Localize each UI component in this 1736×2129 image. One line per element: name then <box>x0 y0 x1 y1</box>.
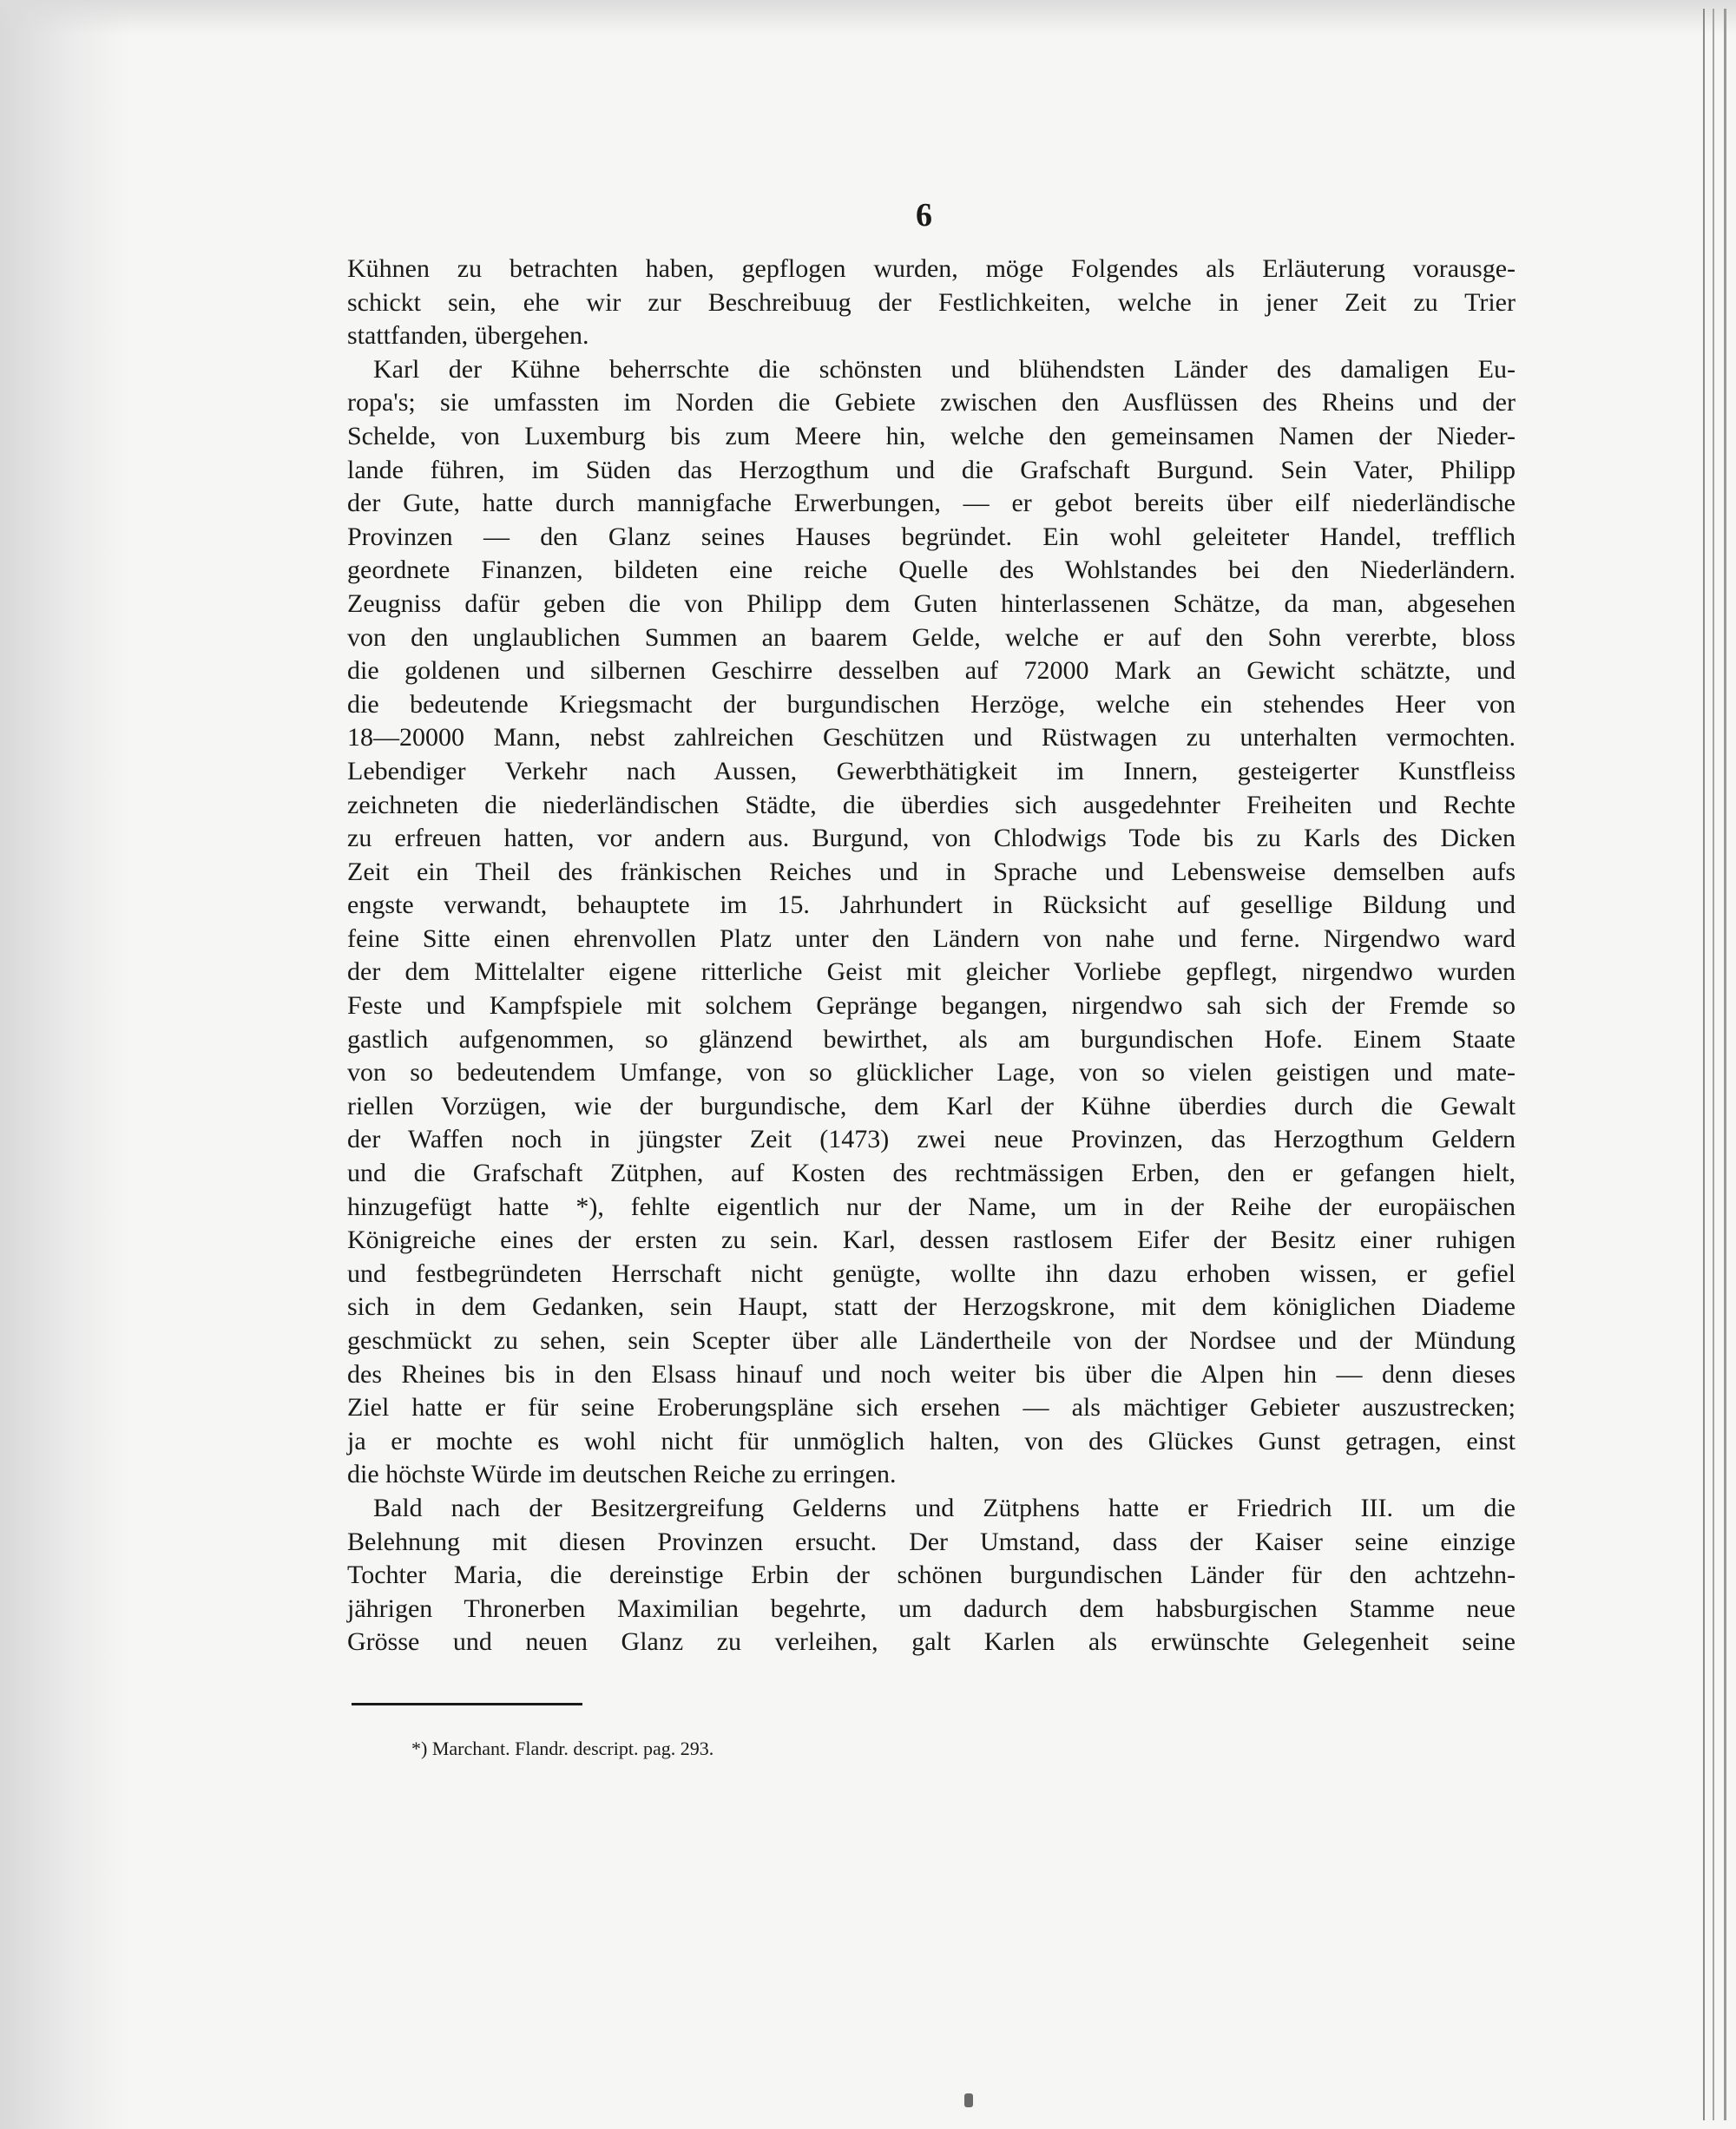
text-line: ja er mochte es wohl nicht für unmöglich halten, von des Glückes Gunst getragen, einst <box>347 1426 1516 1455</box>
page-shadow-top <box>0 0 1736 35</box>
text-line: Lebendiger Verkehr nach Aussen, Gewerbthätigkeit im Innern, gesteigerter Kunstfleiss <box>347 756 1516 785</box>
text-line: und festbegründeten Herrschaft nicht genügte, wollte ihn dazu erhoben wissen, er gefiel <box>347 1258 1516 1288</box>
text-line: ropa's; sie umfassten im Norden die Gebiete zwischen den Ausflüssen des Rheins und der <box>347 388 1516 417</box>
text-line: Karl der Kühne beherrschte die schönsten und blühendsten Länder des damaligen Eu- <box>373 354 1516 384</box>
text-line: zeichneten die niederländischen Städte, die überdies sich ausgedehnter Freiheiten und Rechte <box>347 790 1516 819</box>
text-line: gastlich aufgenommen, so glänzend bewirthet, als am burgundischen Hofe. Einem Staate <box>347 1024 1516 1054</box>
text-line: der Gute, hatte durch mannigfache Erwerbungen, — er gebot bereits über eilf niederländische <box>347 489 1516 518</box>
text-line: Bald nach der Besitzergreifung Gelderns und Zütphens hatte er Friedrich III. um die <box>373 1493 1516 1522</box>
page-edge-line <box>1713 9 1714 2120</box>
text-line: geschmückt zu sehen, sein Scepter über alle Ländertheile von der Nordsee und der Mündung <box>347 1326 1516 1355</box>
text-line: lande führen, im Süden das Herzogthum und die Grafschaft Burgund. Sein Vater, Philipp <box>347 455 1516 484</box>
text-line: Zeugniss dafür geben die von Philipp dem Guten hinterlassenen Schätze, da man, abgesehen <box>347 588 1516 618</box>
text-line: Königreiche eines der ersten zu sein. Karl, dessen rastlosem Eifer der Besitz einer ruhigen <box>347 1225 1516 1255</box>
page-edge-line <box>1703 9 1705 2120</box>
body-text <box>347 253 1516 1659</box>
text-line: des Rheines bis in den Elsass hinauf und noch weiter bis über die Alpen hin — denn dieses <box>347 1359 1516 1389</box>
text-line: Belehnung mit diesen Provinzen ersucht. Der Umstand, dass der Kaiser seine einzige <box>347 1527 1516 1556</box>
text-line: sich in dem Gedanken, sein Haupt, statt der Herzogskrone, mit dem königlichen Diademe <box>347 1292 1516 1322</box>
text-line: Feste und Kampfspiele mit solchem Gepränge begangen, nirgendwo sah sich der Fremde so <box>347 991 1516 1021</box>
footnote: *) Marchant. Flandr. descript. pag. 293. <box>411 1738 714 1759</box>
text-line: stattfanden, übergehen. <box>347 321 589 351</box>
text-line: von den unglaublichen Summen an baarem Gelde, welche er auf den Sohn vererbte, bloss <box>347 622 1516 652</box>
text-line: engste verwandt, behauptete im 15. Jahrhundert in Rücksicht auf gesellige Bildung und <box>347 890 1516 920</box>
text-line: zu erfreuen hatten, vor andern aus. Burgund, von Chlodwigs Tode bis zu Karls des Dicken <box>347 824 1516 853</box>
ink-mark <box>964 2093 973 2107</box>
text-line: Zeit ein Theil des fränkischen Reiches und in Sprache und Lebensweise demselben aufs <box>347 857 1516 886</box>
text-line: Schelde, von Luxemburg bis zum Meere hin, welche den gemeinsamen Namen der Nieder- <box>347 421 1516 450</box>
footnote-rule <box>352 1703 582 1705</box>
text-line: der dem Mittelalter eigene ritterliche Geist mit gleicher Vorliebe gepflegt, nirgendwo wurden <box>347 957 1516 987</box>
text-line: riellen Vorzügen, wie der burgundische, dem Karl der Kühne überdies durch die Gewalt <box>347 1091 1516 1120</box>
text-line: Provinzen — den Glanz seines Hauses begründet. Ein wohl geleiteter Handel, trefflich <box>347 522 1516 551</box>
text-line: der Waffen noch in jüngster Zeit (1473) zwei neue Provinzen, das Herzogthum Geldern <box>347 1125 1516 1154</box>
text-line: und die Grafschaft Zütphen, auf Kosten des rechtmässigen Erben, den er gefangen hielt, <box>347 1159 1516 1188</box>
text-line: Kühnen zu betrachten haben, gepflogen wurden, möge Folgendes als Erläuterung vorausge- <box>347 254 1516 283</box>
text-line: Tochter Maria, die dereinstige Erbin der schönen burgundischen Länder für den achtzehn- <box>347 1561 1516 1590</box>
text-line: jährigen Thronerben Maximilian begehrte, um dadurch dem habsburgischen Stamme neue <box>347 1593 1516 1623</box>
text-line: die höchste Würde im deutschen Reiche zu erringen. <box>347 1460 897 1489</box>
text-line: die bedeutende Kriegsmacht der burgundischen Herzöge, welche ein stehendes Heer von <box>347 689 1516 719</box>
page-edge-line <box>1724 9 1726 2120</box>
text-line: von so bedeutendem Umfange, von so glücklicher Lage, von so vielen geistigen und mate- <box>347 1058 1516 1087</box>
text-line: geordnete Finanzen, bildeten eine reiche Quelle des Wohlstandes bei den Niederländern. <box>347 555 1516 585</box>
page-shadow-left <box>0 0 130 2129</box>
text-line: Grösse und neuen Glanz zu verleihen, galt Karlen als erwünschte Gelegenheit seine <box>347 1627 1516 1657</box>
text-line: die goldenen und silbernen Geschirre desselben auf 72000 Mark an Gewicht schätzte, und <box>347 656 1516 686</box>
text-line: hinzugefügt hatte *), fehlte eigentlich nur der Name, um in der Reihe der europäischen <box>347 1192 1516 1221</box>
text-line: 18—20000 Mann, nebst zahlreichen Geschützen und Rüstwagen zu unterhalten vermochten. <box>347 723 1516 752</box>
text-line: schickt sein, ehe wir zur Beschreibuug der Festlichkeiten, welche in jener Zeit zu Trier <box>347 287 1516 317</box>
page-number: 6 <box>916 197 932 233</box>
text-line: feine Sitte einen ehrenvollen Platz unter den Ländern von nahe und ferne. Nirgendwo ward <box>347 923 1516 953</box>
text-line: Ziel hatte er für seine Eroberungspläne sich ersehen — als mächtiger Gebieter auszustrecken; <box>347 1393 1516 1423</box>
